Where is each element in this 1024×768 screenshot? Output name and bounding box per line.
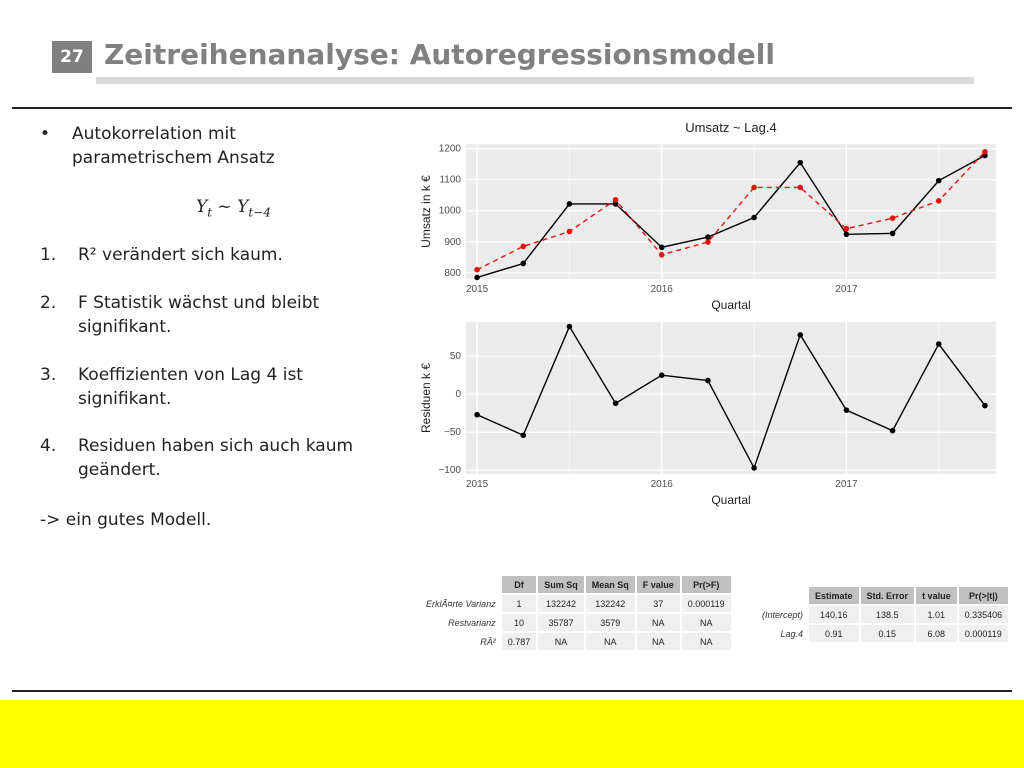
table-row-label: Lag.4 xyxy=(755,624,808,643)
data-point xyxy=(567,201,573,207)
table-header-row xyxy=(419,575,732,594)
data-point xyxy=(705,239,711,245)
table-header-row xyxy=(755,586,1009,605)
slide-number: 27 xyxy=(52,41,92,73)
data-point xyxy=(474,412,480,418)
table-cell: 0.15 xyxy=(860,624,916,643)
y-tick-label: 50 xyxy=(449,351,461,363)
table-cell: 0.000119 xyxy=(681,594,732,613)
coefficient-table xyxy=(754,585,1010,644)
table-header-cell: Pr(>|t|) xyxy=(958,586,1010,605)
data-point xyxy=(751,185,757,191)
bullet-text-line1: Autokorrelation mit xyxy=(72,124,236,144)
table-header-cell: Df xyxy=(501,575,538,594)
table-cell: 10 xyxy=(501,613,538,632)
data-point xyxy=(751,465,757,471)
data-point xyxy=(474,267,480,273)
conclusion-text: -> ein gutes Modell. xyxy=(40,510,212,530)
table-cell: 1.01 xyxy=(915,605,958,624)
data-point xyxy=(659,372,665,378)
table-cell: 0.335406 xyxy=(958,605,1010,624)
data-point xyxy=(797,332,803,338)
table-row xyxy=(419,594,732,613)
top-divider xyxy=(12,107,1012,109)
table-cell: NA xyxy=(585,632,636,651)
table-cell: 37 xyxy=(636,594,681,613)
data-point xyxy=(844,232,850,238)
table-header-cell: F value xyxy=(636,575,681,594)
x-tick-label: 2015 xyxy=(465,284,489,295)
ar-formula: $Y_t$ ~ $Y_{t-4}$ xyxy=(196,197,271,220)
table-cell: NA xyxy=(681,613,732,632)
table-cell: 132242 xyxy=(537,594,585,613)
data-point xyxy=(705,378,711,384)
table-row xyxy=(419,613,732,632)
data-point xyxy=(520,244,526,250)
item-3-text-line1: Koeffizienten von Lag 4 ist xyxy=(78,365,303,385)
table-header-cell: Std. Error xyxy=(860,586,916,605)
table-corner xyxy=(419,575,501,594)
bottom-divider xyxy=(12,690,1012,692)
table-corner xyxy=(755,586,808,605)
x-tick-label: 2017 xyxy=(835,284,858,295)
table-cell: 140.16 xyxy=(808,605,860,624)
data-point xyxy=(936,198,942,204)
item-2-number: 2. xyxy=(40,293,57,313)
item-1-number: 1. xyxy=(40,245,57,265)
item-4-number: 4. xyxy=(40,436,57,456)
data-point xyxy=(567,229,573,235)
data-point xyxy=(613,401,619,407)
y-tick-label: −50 xyxy=(444,427,461,439)
chart-title: Umsatz ~ Lag.4 xyxy=(685,120,777,135)
data-point xyxy=(890,215,896,221)
table-row-label: ErklÃ¤rte Varianz xyxy=(419,594,501,613)
y-tick-label: 1000 xyxy=(438,205,461,217)
data-point xyxy=(613,197,619,203)
y-tick-label: 800 xyxy=(444,267,461,279)
table-cell: 132242 xyxy=(585,594,636,613)
table-cell: 3579 xyxy=(585,613,636,632)
data-point xyxy=(797,160,803,166)
table-header-cell: Mean Sq xyxy=(585,575,636,594)
item-1-text: R² verändert sich kaum. xyxy=(78,245,283,265)
y-tick-label: 900 xyxy=(444,236,461,248)
data-point xyxy=(844,226,850,232)
data-point xyxy=(751,215,757,221)
bullet-marker: • xyxy=(40,124,51,144)
item-4-text-line2: geändert. xyxy=(78,460,161,480)
x-tick-label: 2016 xyxy=(650,479,673,490)
table-cell: 1 xyxy=(501,594,538,613)
item-4-text-line1: Residuen haben sich auch kaum xyxy=(78,436,354,456)
x-tick-label: 2017 xyxy=(835,479,858,490)
data-point xyxy=(982,149,988,155)
table-cell: NA xyxy=(681,632,732,651)
x-tick-label: 2015 xyxy=(465,479,489,490)
footer-bar xyxy=(0,700,1024,768)
data-point xyxy=(659,252,665,258)
table-cell: 138.5 xyxy=(860,605,916,624)
data-point xyxy=(890,428,896,434)
table-cell: 0.91 xyxy=(808,624,860,643)
item-2-text-line1: F Statistik wächst und bleibt xyxy=(78,293,320,313)
x-axis-label: Quartal xyxy=(711,298,751,312)
table-row-label: (Intercept) xyxy=(755,605,808,624)
data-point xyxy=(659,245,665,251)
table-cell: 0.787 xyxy=(501,632,538,651)
slide-title: Zeitreihenanalyse: Autoregressionsmodell xyxy=(104,38,775,71)
data-point xyxy=(936,341,942,347)
table-header-cell: t value xyxy=(915,586,958,605)
data-point xyxy=(936,178,942,184)
plot-panel xyxy=(466,322,996,474)
data-point xyxy=(797,185,803,191)
anova-table xyxy=(418,574,733,652)
residuals-chart xyxy=(412,318,1012,514)
data-point xyxy=(520,261,526,267)
table-header-cell: Estimate xyxy=(808,586,860,605)
table-row xyxy=(755,605,1009,624)
table-row-label: RÂ² xyxy=(419,632,501,651)
table-cell: 0.000119 xyxy=(958,624,1010,643)
data-point xyxy=(520,432,526,438)
x-axis-label: Quartal xyxy=(711,493,751,507)
y-tick-label: 1200 xyxy=(438,143,461,155)
table-cell: NA xyxy=(636,613,681,632)
table-row-label: Restvarianz xyxy=(419,613,501,632)
data-point xyxy=(982,403,988,409)
table-row xyxy=(419,632,732,651)
y-tick-label: 1100 xyxy=(439,174,461,186)
table-header-cell: Sum Sq xyxy=(537,575,585,594)
y-tick-label: 0 xyxy=(455,389,461,401)
plot-panel xyxy=(466,144,996,279)
y-axis-label: Umsatz in k € xyxy=(419,175,433,248)
item-2-text-line2: signifikant. xyxy=(78,317,172,337)
data-point xyxy=(890,231,896,237)
x-tick-label: 2016 xyxy=(650,284,673,295)
umsatz-lag4-chart xyxy=(412,112,1012,317)
table-row xyxy=(755,624,1009,643)
bullet-text-line2: parametrischem Ansatz xyxy=(72,148,275,168)
table-cell: NA xyxy=(537,632,585,651)
title-underline xyxy=(96,77,974,84)
y-tick-label: −100 xyxy=(438,465,461,477)
table-header-cell: Pr(>F) xyxy=(681,575,732,594)
item-3-number: 3. xyxy=(40,365,57,385)
data-point xyxy=(474,275,480,281)
item-3-text-line2: signifikant. xyxy=(78,389,172,409)
table-cell: 6.08 xyxy=(915,624,958,643)
data-point xyxy=(844,407,850,413)
table-cell: 35787 xyxy=(537,613,585,632)
table-cell: NA xyxy=(636,632,681,651)
data-point xyxy=(567,324,573,330)
y-axis-label: Residuen k € xyxy=(419,362,433,434)
